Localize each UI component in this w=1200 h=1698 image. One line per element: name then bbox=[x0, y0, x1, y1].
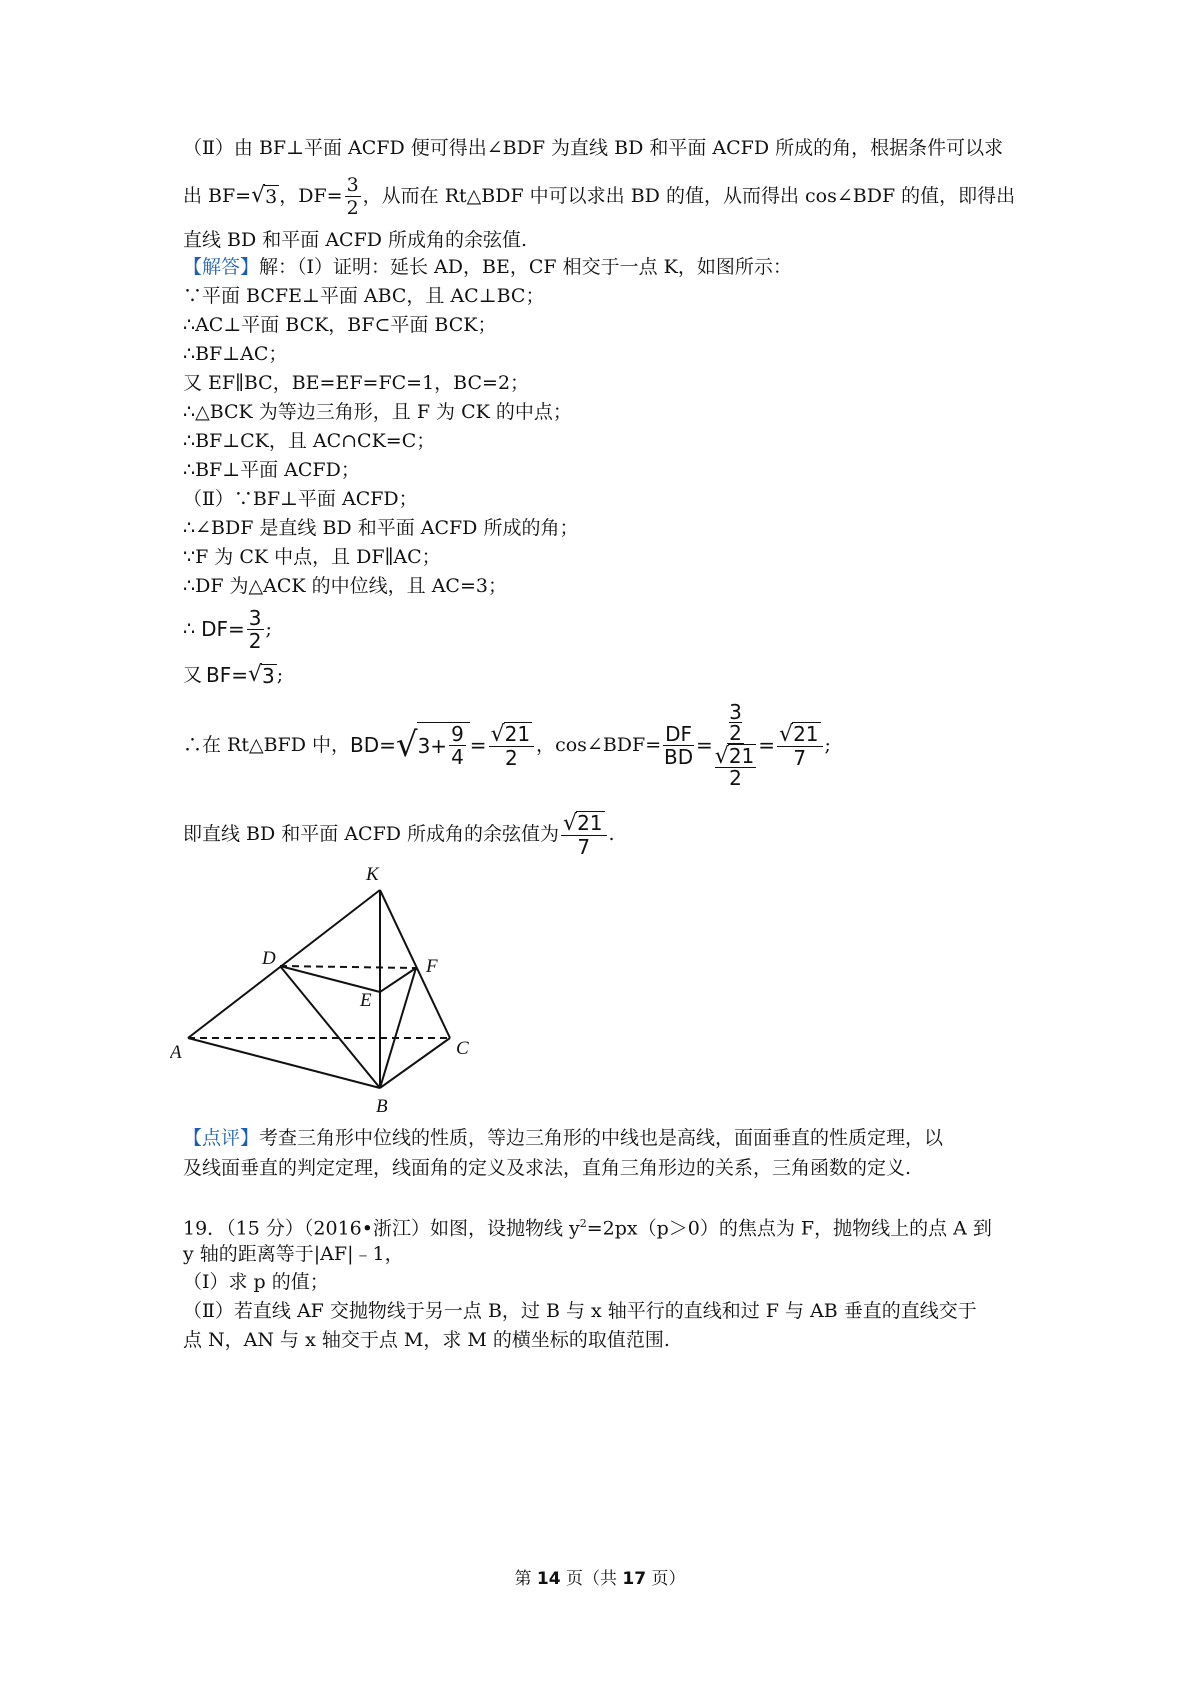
fraction-df-bd bbox=[663, 723, 694, 768]
label-k: K bbox=[366, 864, 379, 885]
q19-line-4: （Ⅱ）若直线 AF 交抛物线于另一点 B，过 B 与 x 轴平行的直线和过 F 与 AB 垂直的直线交于 bbox=[183, 1300, 977, 1322]
text-segment: ，从而在 Rt△BDF 中可以求出 BD 的值，从而得出 cos∠BDF 的值，即得出 bbox=[362, 185, 1016, 207]
denominator: BD bbox=[664, 744, 694, 769]
radicand: 3 bbox=[265, 185, 278, 208]
numerator: 3 bbox=[248, 605, 262, 630]
edge-ab bbox=[188, 1038, 380, 1088]
answer-tag: 【解答】 bbox=[183, 256, 260, 278]
denominator: 4 bbox=[451, 745, 464, 769]
answer-line: ∴∠BDF 是直线 BD 和平面 ACFD 所成的角； bbox=[183, 517, 579, 539]
numerator: √21 bbox=[561, 811, 606, 836]
total-pages: 17 bbox=[622, 1569, 647, 1589]
bf-equation bbox=[183, 660, 283, 690]
complex-fraction bbox=[715, 702, 756, 788]
radicand: 21 bbox=[728, 744, 755, 768]
fraction-sqrt21-2 bbox=[489, 722, 534, 769]
q19-line-1 bbox=[183, 1212, 992, 1240]
bd-cos-equation bbox=[183, 690, 831, 800]
answer-line: ∴BF⊥AC； bbox=[183, 343, 288, 365]
therefore-sign: ∴ bbox=[183, 618, 196, 640]
analysis-line-1: （Ⅱ）由 BF⊥平面 ACFD 便可得出∠BDF 为直线 BD 和平面 ACFD 所成的角，根据条件可以求 bbox=[183, 137, 1004, 159]
numerator: √21 bbox=[714, 744, 755, 769]
df-lhs: DF= bbox=[201, 617, 245, 641]
label-b: B bbox=[376, 1096, 388, 1117]
answer-line: ∵F 为 CK 中点，且 DF∥AC； bbox=[183, 546, 441, 568]
sqrt-sign: √ bbox=[395, 725, 418, 765]
page-number: 14 bbox=[536, 1569, 561, 1589]
label-e: E bbox=[360, 990, 372, 1011]
equals-sign: = bbox=[696, 733, 713, 757]
answer-first-line bbox=[183, 255, 792, 279]
q19-line-5: 点 N，AN 与 x 轴交于点 M，求 M 的横坐标的取值范围. bbox=[183, 1329, 670, 1351]
answer-line: 解：（Ⅰ）证明：延长 AD，BE，CF 相交于一点 K，如图所示： bbox=[259, 256, 792, 278]
review-text: 考查三角形中位线的性质，等边三角形的中线也是高线，面面垂直的性质定理，以 bbox=[259, 1127, 944, 1149]
radicand: 21 bbox=[793, 721, 819, 746]
denominator: 2 bbox=[248, 628, 262, 653]
radicand: 21 bbox=[577, 810, 603, 835]
label-a: A bbox=[170, 1042, 182, 1063]
numerator: 3 bbox=[346, 173, 359, 196]
geometry-figure bbox=[170, 860, 490, 1120]
sqrt-sign: √ bbox=[251, 183, 266, 208]
sqrt-sign: √ bbox=[248, 662, 263, 687]
edge-df-dashed bbox=[280, 966, 416, 968]
q19-line-2: y 轴的距离等于|AF|﹣1， bbox=[183, 1243, 404, 1265]
page-footer bbox=[0, 1564, 1200, 1589]
text-segment: =2px（p＞0）的焦点为 F，抛物线上的点 A 到 bbox=[586, 1217, 992, 1240]
text-segment: 页（共 bbox=[560, 1569, 623, 1589]
numerator: √21 bbox=[489, 722, 534, 747]
radicand bbox=[417, 722, 470, 768]
semicolon: ; bbox=[265, 618, 272, 640]
denominator bbox=[715, 744, 756, 788]
numerator: √21 bbox=[777, 722, 822, 747]
equals-sign: = bbox=[469, 733, 487, 757]
review-tag: 【点评】 bbox=[183, 1127, 260, 1149]
numerator bbox=[727, 702, 744, 744]
text-segment: ，DF= bbox=[279, 185, 343, 207]
answer-line: ∴BF⊥CK，且 AC∩CK=C； bbox=[183, 430, 436, 452]
answer-line: ∴△BCK 为等边三角形，且 F 为 CK 的中点； bbox=[183, 401, 572, 423]
bd-lhs: BD= bbox=[350, 733, 396, 757]
semicolon: ; bbox=[276, 664, 284, 686]
df-equation bbox=[183, 604, 272, 654]
edge-ak bbox=[188, 890, 380, 1038]
fraction-sqrt21-7 bbox=[777, 722, 822, 769]
edge-fb bbox=[380, 968, 416, 1088]
fraction-sqrt21-7 bbox=[561, 811, 606, 858]
numerator: 9 bbox=[451, 722, 464, 746]
text-segment: 第 bbox=[514, 1569, 537, 1589]
semicolon: ; bbox=[824, 734, 831, 756]
review-line-2: 及线面垂直的判定定理，线面角的定义及求法，直角三角形边的关系，三角函数的定义. bbox=[183, 1157, 912, 1179]
fraction-3-2 bbox=[345, 174, 361, 219]
denominator: 7 bbox=[577, 834, 591, 859]
answer-line: ∵平面 BCFE⊥平面 ABC，且 AC⊥BC； bbox=[183, 285, 545, 307]
denominator: 7 bbox=[793, 745, 807, 770]
edge-db bbox=[280, 966, 380, 1088]
answer-line: （Ⅱ）∵BF⊥平面 ACFD； bbox=[183, 488, 418, 510]
final-answer bbox=[183, 808, 615, 860]
text-segment: 3+ bbox=[417, 733, 448, 758]
analysis-line-2 bbox=[183, 174, 1015, 218]
superscript: 2 bbox=[579, 1217, 587, 1230]
answer-line: ∴DF 为△ACK 的中位线，且 AC=3； bbox=[183, 575, 507, 597]
answer-line: 又 EF∥BC，BE=EF=FC=1，BC=2； bbox=[183, 372, 530, 394]
text-segment: ∴在 Rt△BFD 中， bbox=[183, 734, 351, 756]
label-f: F bbox=[426, 956, 438, 977]
bf-lhs: BF= bbox=[206, 663, 248, 687]
denominator: 2 bbox=[346, 196, 359, 219]
edge-bc bbox=[380, 1038, 450, 1088]
cos-label: cos∠BDF= bbox=[555, 734, 662, 756]
text-segment: 即直线 BD 和平面 ACFD 所成角的余弦值为 bbox=[183, 823, 560, 845]
answer-line: ∴AC⊥平面 BCK，BF⊂平面 BCK； bbox=[183, 314, 497, 336]
text-segment: 又 bbox=[183, 664, 203, 686]
text-segment: 出 BF= bbox=[183, 185, 252, 207]
denominator: 2 bbox=[729, 721, 742, 745]
review-line-1 bbox=[183, 1126, 943, 1150]
numerator: 3 bbox=[729, 700, 742, 724]
answer-line: ∴BF⊥平面 ACFD； bbox=[183, 459, 360, 481]
text-segment: 页） bbox=[646, 1569, 686, 1589]
fraction-9-4 bbox=[449, 723, 466, 768]
edge-de bbox=[280, 966, 380, 992]
numerator: DF bbox=[665, 721, 693, 746]
radicand: 21 bbox=[504, 721, 531, 746]
denominator: 2 bbox=[729, 766, 742, 790]
q19-line-3: （Ⅰ）求 p 的值； bbox=[183, 1271, 329, 1293]
text-segment: 19．（15 分）（2016•浙江）如图，设抛物线 y bbox=[183, 1217, 580, 1240]
fraction-3-2 bbox=[247, 607, 264, 652]
edge-kc bbox=[380, 890, 450, 1038]
label-c: C bbox=[456, 1038, 469, 1059]
analysis-line-3: 直线 BD 和平面 ACFD 所成角的余弦值. bbox=[183, 229, 528, 251]
comma: ， bbox=[536, 734, 556, 756]
radicand: 3 bbox=[262, 663, 275, 688]
label-d: D bbox=[262, 948, 276, 969]
denominator: 2 bbox=[504, 745, 518, 770]
equals-sign: = bbox=[758, 733, 776, 757]
period: . bbox=[608, 823, 615, 845]
